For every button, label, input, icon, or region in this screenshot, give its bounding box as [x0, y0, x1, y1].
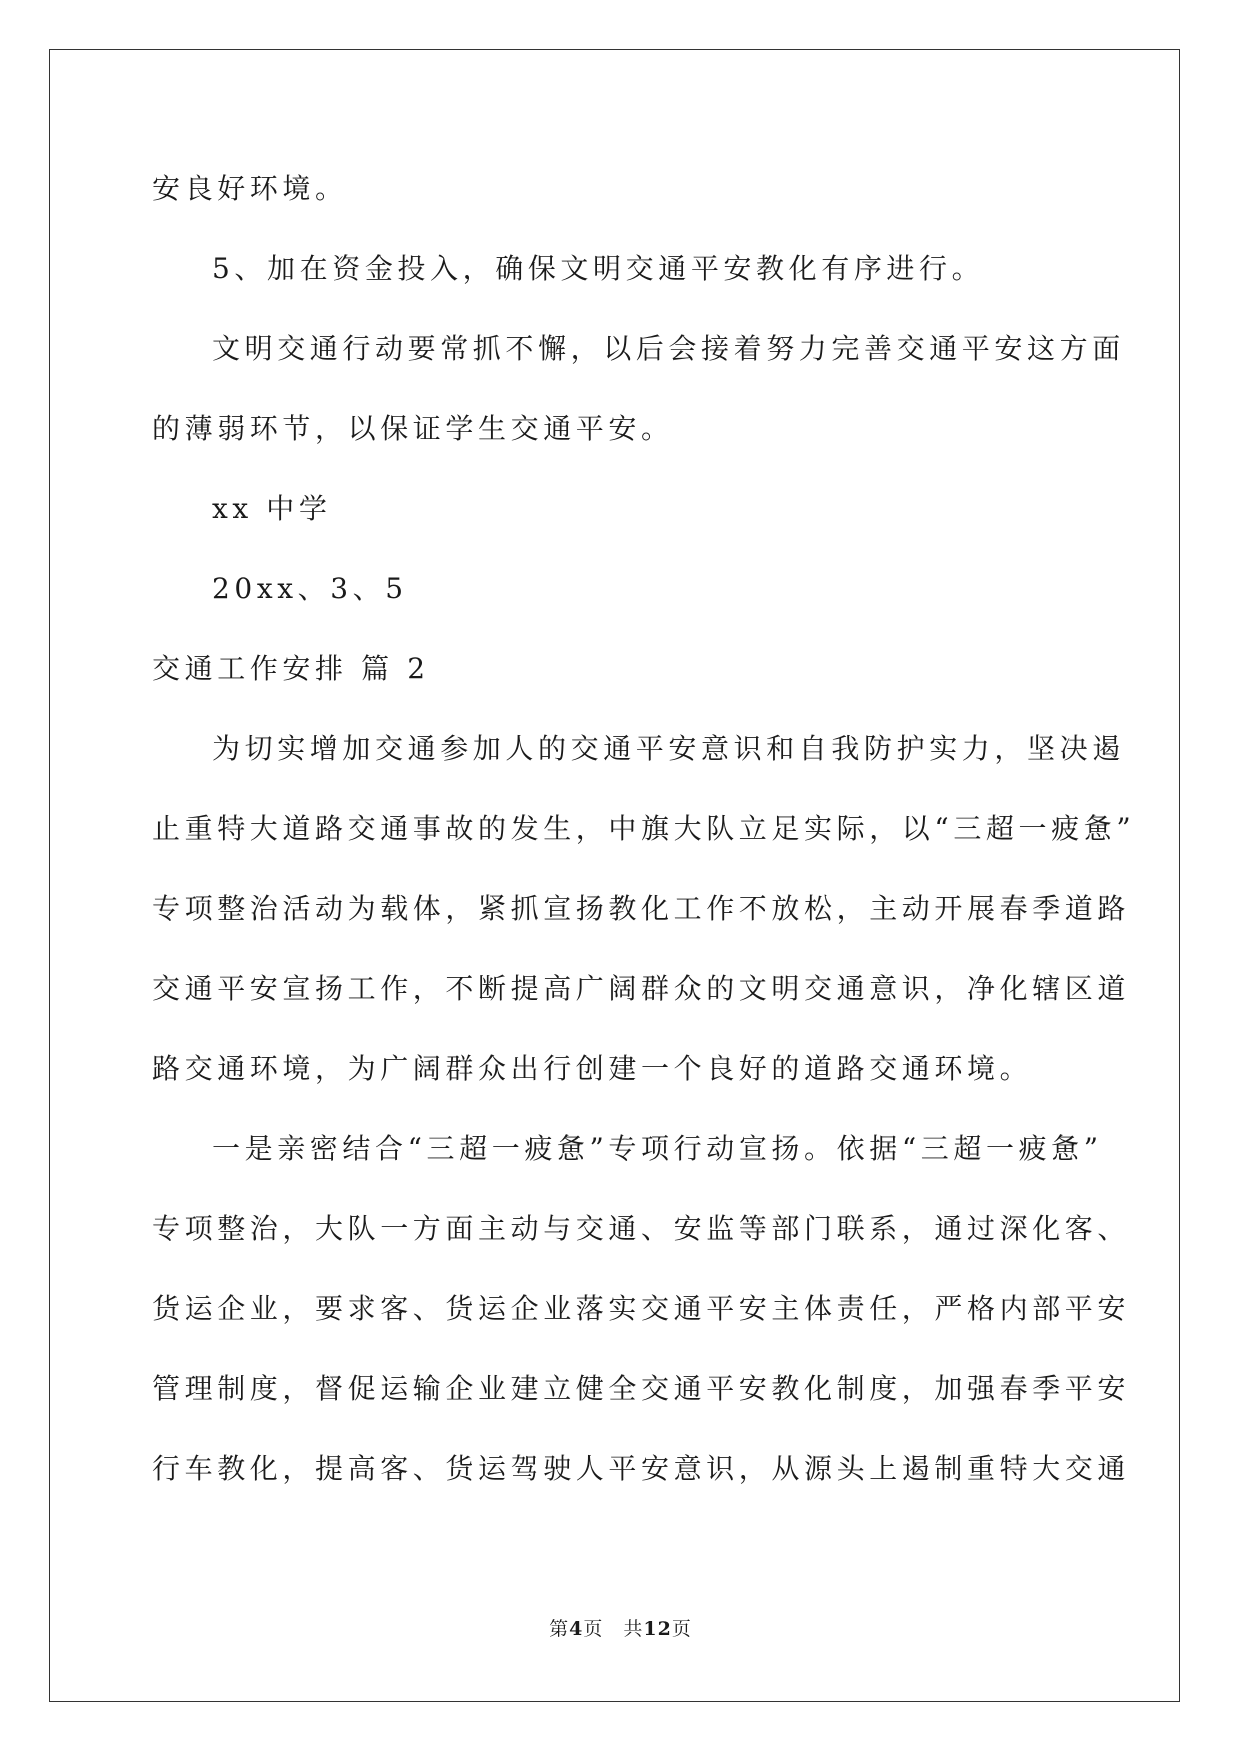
text-line: 止重特大道路交通事故的发生，中旗大队立足实际，以“三超一疲惫”: [152, 812, 1136, 845]
total-prefix: 共: [623, 1618, 644, 1640]
text-line: 货运企业，要求客、货运企业落实交通平安主体责任，严格内部平安: [152, 1292, 1131, 1325]
signature-org: xx 中学: [212, 492, 332, 525]
page-footer: [0, 1617, 1241, 1641]
section-heading: 交通工作安排 篇 2: [152, 652, 430, 685]
text-line: 路交通环境，为广阔群众出行创建一个良好的道路交通环境。: [152, 1052, 1033, 1085]
text-line: 的薄弱环节，以保证学生交通平安。: [152, 412, 674, 445]
text-line: 文明交通行动要常抓不懈，以后会接着努力完善交通平安这方面: [212, 332, 1125, 365]
total-suffix: 页: [671, 1618, 692, 1640]
page-suffix: 页: [583, 1618, 604, 1640]
signature-date: 20xx、3、5: [212, 572, 408, 605]
page-number: 4: [569, 1618, 584, 1640]
text-line: 为切实增加交通参加人的交通平安意识和自我防护实力，坚决遏: [212, 732, 1125, 765]
text-line: 行车教化，提高客、货运驾驶人平安意识，从源头上遏制重特大交通: [152, 1452, 1131, 1485]
text-line: 一是亲密结合“三超一疲惫”专项行动宣扬。依据“三超一疲惫”: [212, 1132, 1103, 1165]
text-line: 专项整治，大队一方面主动与交通、安监等部门联系，通过深化客、: [152, 1212, 1131, 1245]
text-line: 专项整治活动为载体，紧抓宣扬教化工作不放松，主动开展春季道路: [152, 892, 1131, 925]
page-prefix: 第: [549, 1618, 570, 1640]
text-line: 安良好环境。: [152, 172, 348, 205]
text-line: 管理制度，督促运输企业建立健全交通平安教化制度，加强春季平安: [152, 1372, 1131, 1405]
total-pages: 12: [643, 1618, 672, 1640]
text-line: 交通平安宣扬工作，不断提高广阔群众的文明交通意识，净化辖区道: [152, 972, 1131, 1005]
text-line: 5、加在资金投入，确保文明交通平安教化有序进行。: [212, 252, 985, 285]
